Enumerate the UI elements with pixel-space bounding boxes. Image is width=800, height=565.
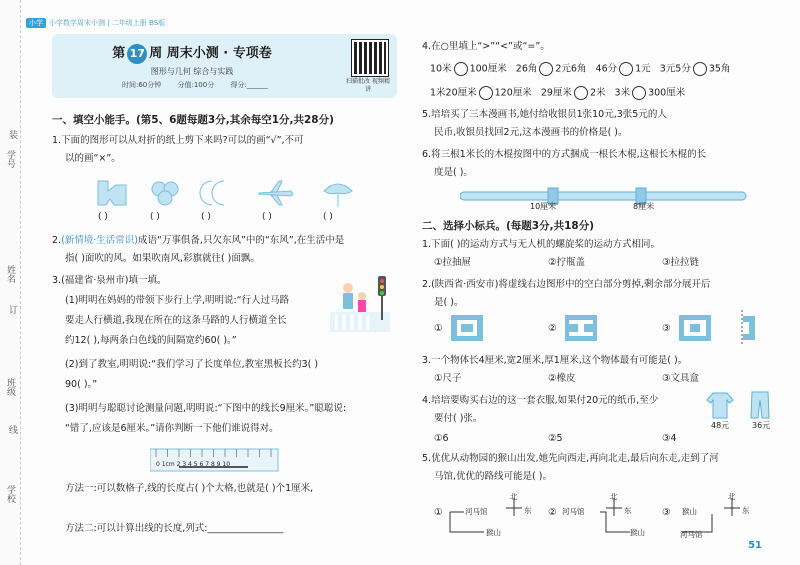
cmp-1m20cm: 1米20厘米 bbox=[430, 87, 477, 99]
q3-1-line1: (1)明明在妈妈的带领下步行上学,明明说:“行人过马路 bbox=[65, 295, 290, 306]
cmp-10m: 10米 bbox=[430, 63, 452, 75]
r-q4-title: 4.在○里填上“>”“<”或“=”。 bbox=[422, 41, 550, 52]
r2-q3-opt2[interactable]: ②橡皮 bbox=[548, 373, 576, 384]
pattern-option-1 bbox=[450, 314, 484, 342]
r2-q1-opt2[interactable]: ②拧瓶盖 bbox=[548, 257, 586, 268]
q3-3-line1: (3)明明与聪聪讨论测量问题,明明说:“下图中的线长9厘米。”聪聪说: bbox=[65, 403, 347, 414]
r2-q3: 3.一个物体长4厘米,宽2厘米,厚1厘米,这个物体最有可能是( )。 bbox=[422, 355, 688, 366]
stick-label-10cm: 10厘米 bbox=[530, 202, 557, 211]
cmp-46fen: 46分 bbox=[595, 63, 618, 75]
section-2-title: 二、选择小标兵。(每题3分,共18分) bbox=[422, 220, 595, 232]
half-pattern bbox=[738, 310, 758, 346]
route2-east: 东 bbox=[624, 506, 632, 515]
r2-q2-line2: 是( )。 bbox=[434, 297, 464, 308]
compare-circle[interactable] bbox=[454, 62, 468, 76]
route-opt3[interactable]: ③ bbox=[662, 507, 671, 518]
route1-east: 东 bbox=[524, 506, 532, 515]
ruler-label: 0 1cm 2 3 4 5 6 7 8 9 10 bbox=[156, 461, 231, 468]
r2-q2-opt3[interactable]: ③ bbox=[662, 323, 671, 334]
stick-label-8cm: 8厘米 bbox=[633, 202, 655, 211]
r-q6-line1: 6.将三根1米长的木棍按图中的方式捆成一根长木棍,这根长木棍的长 bbox=[422, 149, 707, 160]
student-number-label: 学号 bbox=[5, 150, 15, 168]
pattern-option-2 bbox=[564, 314, 598, 342]
cmp-26jiao: 26角 bbox=[515, 63, 538, 75]
cutout-shape-moons bbox=[196, 177, 236, 209]
cmp-2yuan6jiao: 2元6角 bbox=[555, 63, 587, 75]
q3-1-line3: 约12( ),每两条白色线的间隔宽约60( )。” bbox=[65, 335, 237, 346]
q2-line1: 2.(新情境·生活常识)成语“万事俱备,只欠东风”中的“东风”,在生活中是 bbox=[52, 235, 345, 246]
route2-hippo: 河马馆 bbox=[562, 507, 585, 516]
cmp-29cm: 29厘米 bbox=[540, 87, 572, 99]
series-title: 小学数学周末小测 | 二年级上册 BS版 bbox=[49, 19, 166, 27]
route2-north: 北 bbox=[610, 492, 618, 501]
r2-q1: 1.下面( )的运动方式与无人机的螺旋桨的运动方式相同。 bbox=[422, 239, 660, 250]
series-logo: 小学 bbox=[26, 18, 46, 28]
route3-north: 北 bbox=[728, 492, 736, 501]
route-opt1[interactable]: ① bbox=[434, 507, 443, 518]
route2-monkey: 猴山 bbox=[630, 528, 645, 537]
bind-mark-3: 线 bbox=[7, 425, 17, 434]
trousers-icon bbox=[748, 390, 772, 420]
method-1: 方法一:可以数格子,线的长度占( )个大格,也就是( )个1厘米, bbox=[65, 483, 314, 494]
crosswalk-illustration bbox=[330, 272, 390, 334]
q1-line2: 以的画“×”。 bbox=[65, 153, 121, 164]
q2-tag: (新情境·生活常识) bbox=[61, 235, 139, 246]
got-score: 得分:______ bbox=[230, 81, 268, 89]
method-2: 方法二:可以计算出线的长度,列式:________________ bbox=[65, 523, 284, 534]
route-opt2[interactable]: ② bbox=[548, 507, 557, 518]
compare-circle[interactable] bbox=[479, 86, 493, 100]
r-q5-line1: 5.培培买了三本漫画书,她付给收银员1张10元,3张5元的人 bbox=[422, 109, 667, 120]
cmp-100cm: 100厘米 bbox=[469, 63, 507, 75]
compare-circle[interactable] bbox=[619, 62, 633, 76]
pattern-option-3 bbox=[678, 314, 712, 342]
q3-3-line2: “错了,应该是6厘米。”请你判断一下他们谁说得对。 bbox=[65, 423, 279, 434]
week-prefix: 第 bbox=[112, 46, 126, 61]
banner-subtitle: 图形与几何 综合与实践 bbox=[150, 67, 234, 76]
r2-q3-opt3[interactable]: ③文具盒 bbox=[662, 373, 700, 384]
score-info: 分值:100分 bbox=[177, 81, 215, 89]
section-1-title: 一、填空小能手。(第5、6题每题3分,其余每空1分,共28分) bbox=[52, 114, 334, 126]
r2-q1-opt3[interactable]: ③拉拉链 bbox=[662, 257, 700, 268]
week-suffix: 周 bbox=[149, 46, 163, 61]
answer-bracket-1[interactable]: ( ) bbox=[98, 212, 108, 222]
answer-bracket-2[interactable]: ( ) bbox=[150, 212, 160, 222]
compare-row-2 bbox=[430, 86, 685, 101]
r2-q4-line2: 要付( )张。 bbox=[434, 413, 483, 424]
page-number: 51 bbox=[748, 540, 762, 551]
r2-q4-opt1[interactable]: ①6 bbox=[434, 433, 449, 444]
q2-line2: 指( )面吹的风。如果吹南风,彩旗就往( )面飘。 bbox=[65, 253, 260, 264]
route3-hippo: 河马馆 bbox=[680, 530, 703, 539]
r2-q1-opt1[interactable]: ①拉抽屉 bbox=[434, 257, 472, 268]
compare-circle[interactable] bbox=[693, 62, 707, 76]
r-q6-line2: 度是( )。 bbox=[434, 167, 473, 178]
answer-bracket-5[interactable]: ( ) bbox=[323, 212, 333, 222]
cutout-shape-airplane bbox=[255, 177, 295, 209]
route1-hippo: 河马馆 bbox=[465, 507, 488, 516]
title-banner bbox=[52, 34, 397, 98]
compare-row-1 bbox=[430, 62, 730, 77]
cutout-shape-clover bbox=[145, 177, 185, 209]
cmp-300cm: 300厘米 bbox=[648, 87, 686, 99]
qr-code[interactable] bbox=[352, 40, 388, 76]
banner-title bbox=[52, 42, 332, 64]
route3-east: 东 bbox=[742, 506, 750, 515]
cmp-2m: 2米 bbox=[589, 87, 606, 99]
route1-north: 北 bbox=[510, 492, 518, 501]
answer-bracket-3[interactable]: ( ) bbox=[201, 212, 211, 222]
name-label: 姓名 bbox=[5, 265, 15, 283]
r2-q2-opt2[interactable]: ② bbox=[548, 323, 557, 334]
time-info: 时间:60分钟 bbox=[122, 81, 162, 89]
r2-q4-opt3[interactable]: ③4 bbox=[662, 433, 677, 444]
qr-caption: 扫描批改 视频精讲 bbox=[346, 78, 390, 93]
answer-bracket-4[interactable]: ( ) bbox=[262, 212, 272, 222]
compare-circle[interactable] bbox=[632, 86, 646, 100]
test-title: 周末小测 · 专项卷 bbox=[166, 46, 272, 61]
series-header bbox=[26, 18, 165, 28]
r2-q5-line2: 马馆,优优的路线可能是( )。 bbox=[434, 471, 552, 482]
class-label: 班级 bbox=[5, 378, 15, 396]
route3-monkey: 猴山 bbox=[682, 507, 697, 516]
cutout-shape-1 bbox=[92, 177, 132, 209]
bind-mark-1: 装 bbox=[7, 130, 17, 139]
q1-line1: 1.下面的图形可以从对折的纸上剪下来吗?可以的画“√”,不可 bbox=[52, 135, 304, 146]
jacket-price: 48元 bbox=[711, 421, 730, 430]
bind-mark-2: 订 bbox=[7, 305, 17, 314]
r2-q4-opt2[interactable]: ②5 bbox=[548, 433, 563, 444]
r2-q2-line1: 2.(陕西省·西安市)将虚线右边图形中的空白部分剪掉,剩余部分展开后 bbox=[422, 279, 711, 290]
route1-monkey: 猴山 bbox=[486, 528, 501, 537]
q2-text: 成语“万事俱备,只欠东风”中的“东风”,在生活中是 bbox=[138, 235, 345, 246]
cmp-3yuan5fen: 3元5分 bbox=[659, 63, 691, 75]
school-label: 学校 bbox=[5, 485, 15, 503]
cmp-35jiao: 35角 bbox=[708, 63, 731, 75]
banner-meta bbox=[122, 80, 282, 90]
r2-q2-opt1[interactable]: ① bbox=[434, 323, 443, 334]
q3-1-line2: 要走人行横道,我现在所在的这条马路的人行横道全长 bbox=[65, 315, 287, 326]
cmp-3m: 3米 bbox=[614, 87, 631, 99]
q3-2-line2: 90( )。” bbox=[65, 379, 98, 390]
cmp-120cm: 120厘米 bbox=[494, 87, 532, 99]
sticks-illustration bbox=[460, 184, 750, 214]
compare-circle[interactable] bbox=[539, 62, 553, 76]
q3-2-line1: (2)到了教室,明明说:“我们学习了长度单位,教室黑板长约3( ) bbox=[65, 359, 319, 370]
r2-q3-opt1[interactable]: ①尺子 bbox=[434, 373, 462, 384]
r-q5-line2: 民币,收银员找回2元,这本漫画书的价格是( )。 bbox=[434, 127, 628, 138]
binding-margin bbox=[0, 0, 21, 565]
trousers-price: 36元 bbox=[752, 421, 771, 430]
cutout-shape-leaf bbox=[318, 177, 358, 209]
jacket-icon bbox=[705, 390, 735, 420]
q3-title: 3.(福建省·泉州市)填一填。 bbox=[52, 275, 167, 286]
week-badge: 17 bbox=[127, 44, 147, 64]
r2-q5-line1: 5.优优从动物园的猴山出发,她先向西走,再向北走,最后向东走,走到了河 bbox=[422, 453, 719, 464]
r2-q4-line1: 4.培培要购买右边的这一套衣服,如果付20元的纸币,至少 bbox=[422, 395, 659, 406]
cmp-1yuan: 1元 bbox=[635, 63, 651, 75]
compare-circle[interactable] bbox=[574, 86, 588, 100]
